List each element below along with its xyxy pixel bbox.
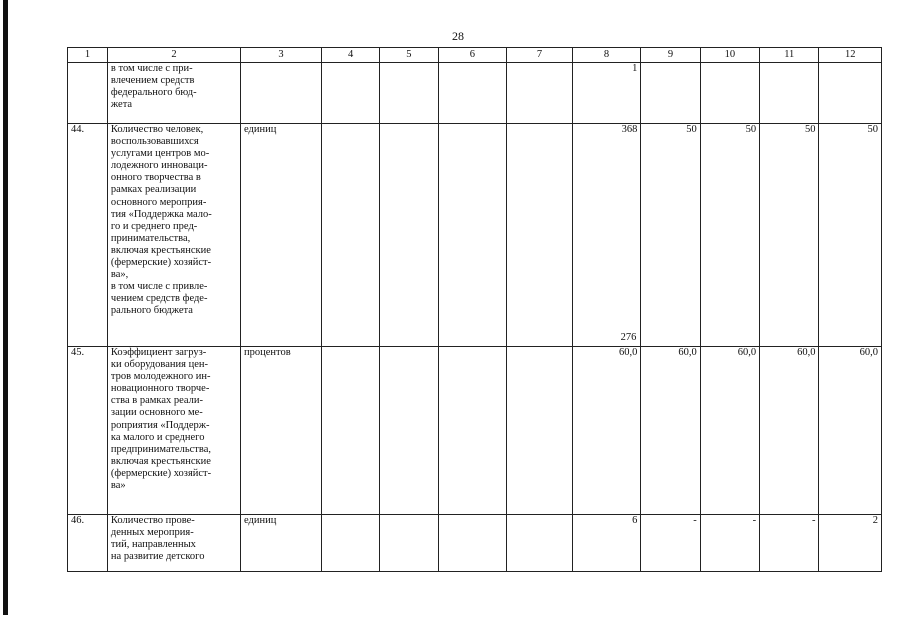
binding-bar: [3, 0, 8, 615]
col-header-11: 11: [760, 48, 819, 63]
table-row: [68, 347, 882, 515]
empty-cell: [507, 63, 573, 124]
indicator-table: [67, 47, 882, 572]
empty-cell: [380, 347, 438, 515]
value-col-11: 50: [760, 124, 819, 347]
value-col-11: -: [760, 515, 819, 572]
value-col-12: 50: [819, 124, 882, 347]
unit-cell: процентов: [241, 347, 322, 515]
empty-cell: [507, 515, 573, 572]
value-federal: 276: [620, 331, 637, 343]
value-col-12: 60,0: [819, 347, 882, 515]
col-header-9: 9: [641, 48, 700, 63]
unit-cell: [241, 63, 322, 124]
empty-cell: [438, 515, 507, 572]
empty-cell: [380, 515, 438, 572]
row-number: 44.: [68, 124, 108, 347]
col-header-7: 7: [507, 48, 573, 63]
col-header-4: 4: [321, 48, 379, 63]
value-col-9: -: [641, 515, 700, 572]
indicator-name: Коэффициент загруз- ки оборудования цен- тров молодежного ин- новационного творче- ства в рамках реали- зации основного ме- роприятия «Поддерж- ка малого и среднего предпринимательства, включая крестьянские (фермерские) хозяйст- ва»: [107, 347, 240, 515]
unit-cell: единиц: [241, 515, 322, 572]
row-number: [68, 63, 108, 124]
empty-cell: [438, 63, 507, 124]
indicator-name: Количество прове- денных мероприя- тий, направленных на развитие детского: [107, 515, 240, 572]
empty-cell: [438, 124, 507, 347]
value-col-11: [760, 63, 819, 124]
table-row: [68, 515, 882, 572]
row-number: 45.: [68, 347, 108, 515]
col-header-12: 12: [819, 48, 882, 63]
indicator-name: в том числе с при- влечением средств федерального бюд- жета: [107, 63, 240, 124]
empty-cell: [321, 347, 379, 515]
empty-cell: [507, 124, 573, 347]
empty-cell: [380, 63, 438, 124]
value-total: 368: [621, 124, 638, 135]
row-number: 46.: [68, 515, 108, 572]
value-col-9: [641, 63, 700, 124]
value-col-10: -: [700, 515, 759, 572]
value-col-12: [819, 63, 882, 124]
header-row: [68, 48, 882, 63]
table-row: [68, 124, 882, 347]
value-col-8: [572, 124, 641, 347]
unit-cell: единиц: [241, 124, 322, 347]
value-col-10: [700, 63, 759, 124]
col-header-5: 5: [380, 48, 438, 63]
value-col-12: 2: [819, 515, 882, 572]
value-col-9: 50: [641, 124, 700, 347]
page-number: 28: [452, 29, 464, 43]
empty-cell: [438, 347, 507, 515]
col-header-2: 2: [107, 48, 240, 63]
col-header-8: 8: [572, 48, 641, 63]
empty-cell: [321, 515, 379, 572]
empty-cell: [321, 63, 379, 124]
col-header-3: 3: [241, 48, 322, 63]
value-col-10: 50: [700, 124, 759, 347]
indicator-name: Количество человек, воспользовавшихся услугами центров мо- лодежного инноваци- онного творчества в рамках реализации основного мероприя- тия «Поддержка мало- го и среднего пред- принимательства, включая крестьянские (фермерские) хозяйст- ва», в том числе с привле- чением средств феде- рального бюджета: [107, 124, 240, 347]
value-col-11: 60,0: [760, 347, 819, 515]
empty-cell: [507, 347, 573, 515]
value-col-10: 60,0: [700, 347, 759, 515]
empty-cell: [321, 124, 379, 347]
value-col-8: 60,0: [572, 347, 641, 515]
col-header-10: 10: [700, 48, 759, 63]
col-header-1: 1: [68, 48, 108, 63]
table-row: [68, 63, 882, 124]
col-header-6: 6: [438, 48, 507, 63]
value-col-8: 6: [572, 515, 641, 572]
value-col-8: 1: [572, 63, 641, 124]
value-col-9: 60,0: [641, 347, 700, 515]
empty-cell: [380, 124, 438, 347]
